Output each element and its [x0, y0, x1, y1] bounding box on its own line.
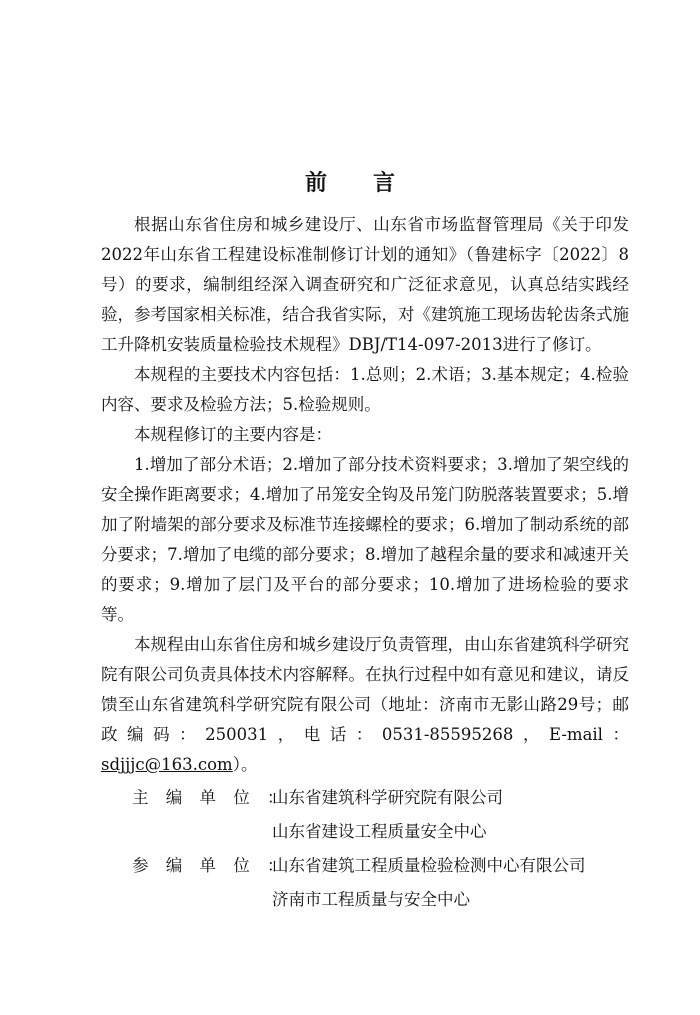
participant-unit-name: 山东省建筑工程质量检验检测中心有限公司: [272, 856, 586, 875]
chief-unit-name: 山东省建筑科学研究院有限公司: [272, 788, 503, 807]
paragraph-revision-list: 1.增加了部分术语；2.增加了部分技术资料要求；3.增加了架空线的安全操作距离要求；4.增加了吊笼安全钩及吊笼门防脱落装置要求；5.增加了附墙架的部分要求及标准节连接螺栓的要求；6.增加了制动系统的部分要求；7.增加了电缆的部分要求；8.增加了越程余量的要求和减速开关的要求；9.增加了层门及平台的部分要求；10.增加了进场检验的要求等。: [101, 455, 629, 624]
paragraph-main-content: 本规程的主要技术内容包括：1.总则；2.术语；3.基本规定；4.检验内容、要求及检验方法；5.检验规则。: [101, 365, 629, 414]
email-link[interactable]: sdjjjc@163.com: [101, 755, 233, 774]
chief-unit-row: [132, 815, 652, 849]
preface-body: [101, 210, 629, 780]
management-text: 本规程由山东省住房和城乡建设厅负责管理，由山东省建筑科学研究院有限公司负责具体技术内容解释。在执行过程中如有意见和建议，请反馈至山东省建筑科学研究院有限公司（地址：济南市无影山路29号；邮政编码：250031，电话：0531-85595268，E-mail：: [101, 635, 629, 744]
title-char-1: 前: [304, 170, 327, 196]
paragraph-management: [101, 630, 629, 780]
editing-units: [132, 781, 652, 917]
page-title: [0, 166, 700, 197]
paragraph-background: 根据山东省住房和城乡建设厅、山东省市场监督管理局《关于印发2022年山东省工程建设标准制修订计划的通知》（鲁建标字〔2022〕8号）的要求，编制组经深入调查研究和广泛征求意见，认真总结实践经验，参考国家相关标准，结合我省实际，对《建筑施工现场齿轮齿条式施工升降机安装质量检验技术规程》DBJ/T14-097-2013进行了修订。: [101, 215, 629, 354]
participant-unit-row: [132, 849, 652, 883]
chief-unit-row: [132, 781, 652, 815]
participant-unit-label: 参 编 单 位 ：: [132, 856, 290, 875]
participant-unit-row: [132, 883, 652, 917]
chief-unit-name: 山东省建设工程质量安全中心: [272, 822, 487, 841]
title-char-2: 言: [373, 170, 396, 196]
chief-unit-label: 主 编 单 位 ：: [132, 788, 290, 807]
participant-unit-name: 济南市工程质量与安全中心: [272, 890, 470, 909]
management-end: ）。: [232, 755, 258, 774]
paragraph-revision-intro: 本规程修订的主要内容是：: [134, 425, 332, 444]
